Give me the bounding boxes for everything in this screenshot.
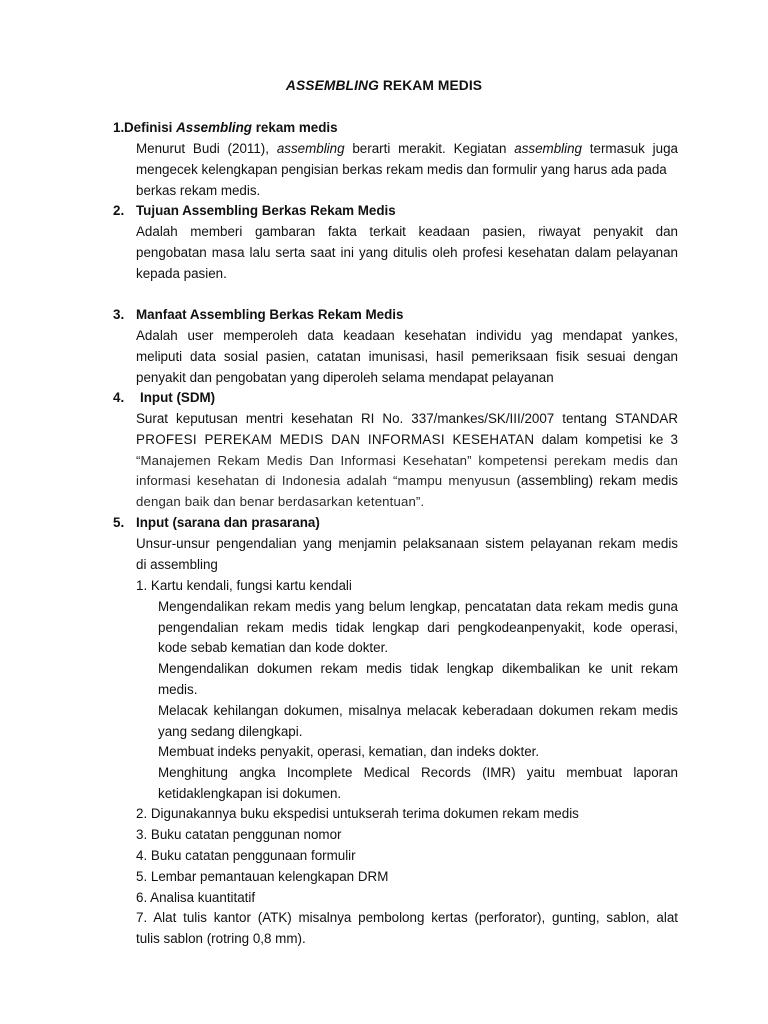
section-4-line-4 (136, 471, 678, 491)
section-4-line-5: dengan baik dan benar berdasarkan ketentuan”. (136, 494, 425, 509)
s4-l2-rest: dalam kompetisi ke 3 (534, 432, 679, 447)
s4-l2-caps: PROFESI PEREKAM MEDIS DAN INFORMASI KESEHATAN (136, 432, 535, 447)
section-3-line-1: Adalah user memperoleh data keadaan kesehatan individu yag mendapat yankes, (136, 328, 678, 343)
section-1-heading (124, 118, 338, 138)
section-1-heading-italic: Assembling (176, 120, 252, 135)
kartu-line-1b: pengendalian rekam medis tidak lengkap dari pengkodeanpenyakit, kode operasi, (158, 620, 678, 635)
section-5-line-1: Unsur-unsur pengendalian yang menjamin pelaksanaan sistem pelayanan rekam medis (136, 536, 678, 551)
section-3-line-2: meliputi data sosial pasien, catatan imunisasi, hasil pemeriksaan fisik sesuai dengan (136, 349, 678, 364)
sub-item-5: 5. Lembar pemantauan kelengkapan DRM (136, 869, 389, 884)
section-2-line-3: kepada pasien. (136, 266, 227, 281)
section-2-line-1: Adalah memberi gambaran fakta terkait keadaan pasien, riwayat penyakit dan (136, 224, 678, 239)
s1-l1-italic-2: assembling (514, 141, 582, 156)
sub-item-3: 3. Buku catatan penggunan nomor (136, 827, 342, 842)
section-4-line-1: Surat keputusan mentri kesehatan RI No. 337/mankes/SK/III/2007 tentang STANDAR (136, 411, 678, 426)
s1-l1-italic-1: assembling (276, 141, 345, 156)
kartu-line-5a (158, 763, 678, 783)
section-3-line-3: penyakit dan pengobatan yang diperoleh selama mendapat pelayanan (136, 370, 554, 385)
section-4-number: 4. (113, 390, 125, 405)
kartu-line-3a: Melacak kehilangan dokumen, misalnya melacak keberadaan dokumen rekam medis (158, 703, 678, 718)
section-1-heading-post: rekam medis (252, 120, 338, 135)
k5a-a: Menghitung angka (158, 765, 287, 780)
section-5-heading: Input (sarana dan prasarana) (136, 515, 320, 530)
kartu-line-5b: ketidaklengkapan isi dokumen. (158, 786, 342, 801)
kartu-line-2a: Mengendalikan dokumen rekam medis tidak lengkap dikembalikan ke unit rekam (158, 661, 678, 676)
section-5-number: 5. (113, 515, 125, 530)
kartu-line-1c: kode sebab kematian dan kode dokter. (158, 640, 389, 655)
kartu-line-2b: medis. (158, 682, 198, 697)
section-3-number: 3. (113, 307, 125, 322)
section-4-line-2 (136, 430, 678, 450)
s1-l1-b: berarti merakit. Kegiatan (344, 141, 515, 156)
s4-l4-a: informasi kesehatan di Indonesia adalah “mampu menyusun (136, 473, 517, 488)
kartu-line-3b: yang sedang dilengkapi. (158, 724, 303, 739)
k5a-c: (IMR) yaitu membuat laporan (470, 765, 679, 780)
section-3-heading: Manfaat Assembling Berkas Rekam Medis (136, 307, 404, 322)
section-4-heading: Input (SDM) (140, 390, 216, 405)
title-italic: ASSEMBLING (285, 78, 379, 93)
title-rest: REKAM MEDIS (378, 78, 483, 93)
s4-l4-b: (assembling) rekam medis (516, 473, 678, 488)
sub-item-2: 2. Digunakannya buku ekspedisi untukserah terima dokumen rekam medis (136, 806, 579, 821)
s1-l1-a: Menurut Budi (2011), (136, 141, 277, 156)
section-5-line-2: di assembling (136, 557, 218, 572)
kartu-line-4: Membuat indeks penyakit, operasi, kematian, dan indeks dokter. (158, 744, 540, 759)
section-2-heading: Tujuan Assembling Berkas Rekam Medis (136, 203, 396, 218)
kartu-line-1a: Mengendalikan rekam medis yang belum lengkap, pencatatan data rekam medis guna (158, 599, 678, 614)
section-1-heading-pre: Definisi (124, 120, 177, 135)
section-1-number: 1. (113, 120, 125, 135)
s1-l1-c: termasuk juga (581, 141, 678, 156)
sub-item-4: 4. Buku catatan penggunaan formulir (136, 848, 356, 863)
document-title (0, 76, 768, 96)
section-2-number: 2. (113, 203, 125, 218)
section-1-line-2: mengecek kelengkapan pengisian berkas rekam medis dan formulir yang harus ada pada (136, 162, 667, 177)
sub-item-7-line-2: tulis sablon (rotring 0,8 mm). (136, 931, 306, 946)
section-1-line-1 (136, 139, 678, 159)
sub-item-1: 1. Kartu kendali, fungsi kartu kendali (136, 578, 352, 593)
sub-item-7-line-1: 7. Alat tulis kantor (ATK) misalnya pembolong kertas (perforator), gunting, sablon, alat (136, 910, 678, 925)
section-2-line-2: pengobatan masa lalu serta saat ini yang ditulis oleh profesi kesehatan dalam pelayanan (136, 245, 678, 260)
sub-item-6: 6. Analisa kuantitatif (136, 890, 256, 905)
section-1-line-3: berkas rekam medis. (136, 183, 261, 198)
section-4-line-3: “Manajemen Rekam Medis Dan Informasi Kesehatan” kompetensi perekam medis dan (136, 453, 678, 468)
k5a-b: Incomplete Medical Records (286, 765, 471, 780)
